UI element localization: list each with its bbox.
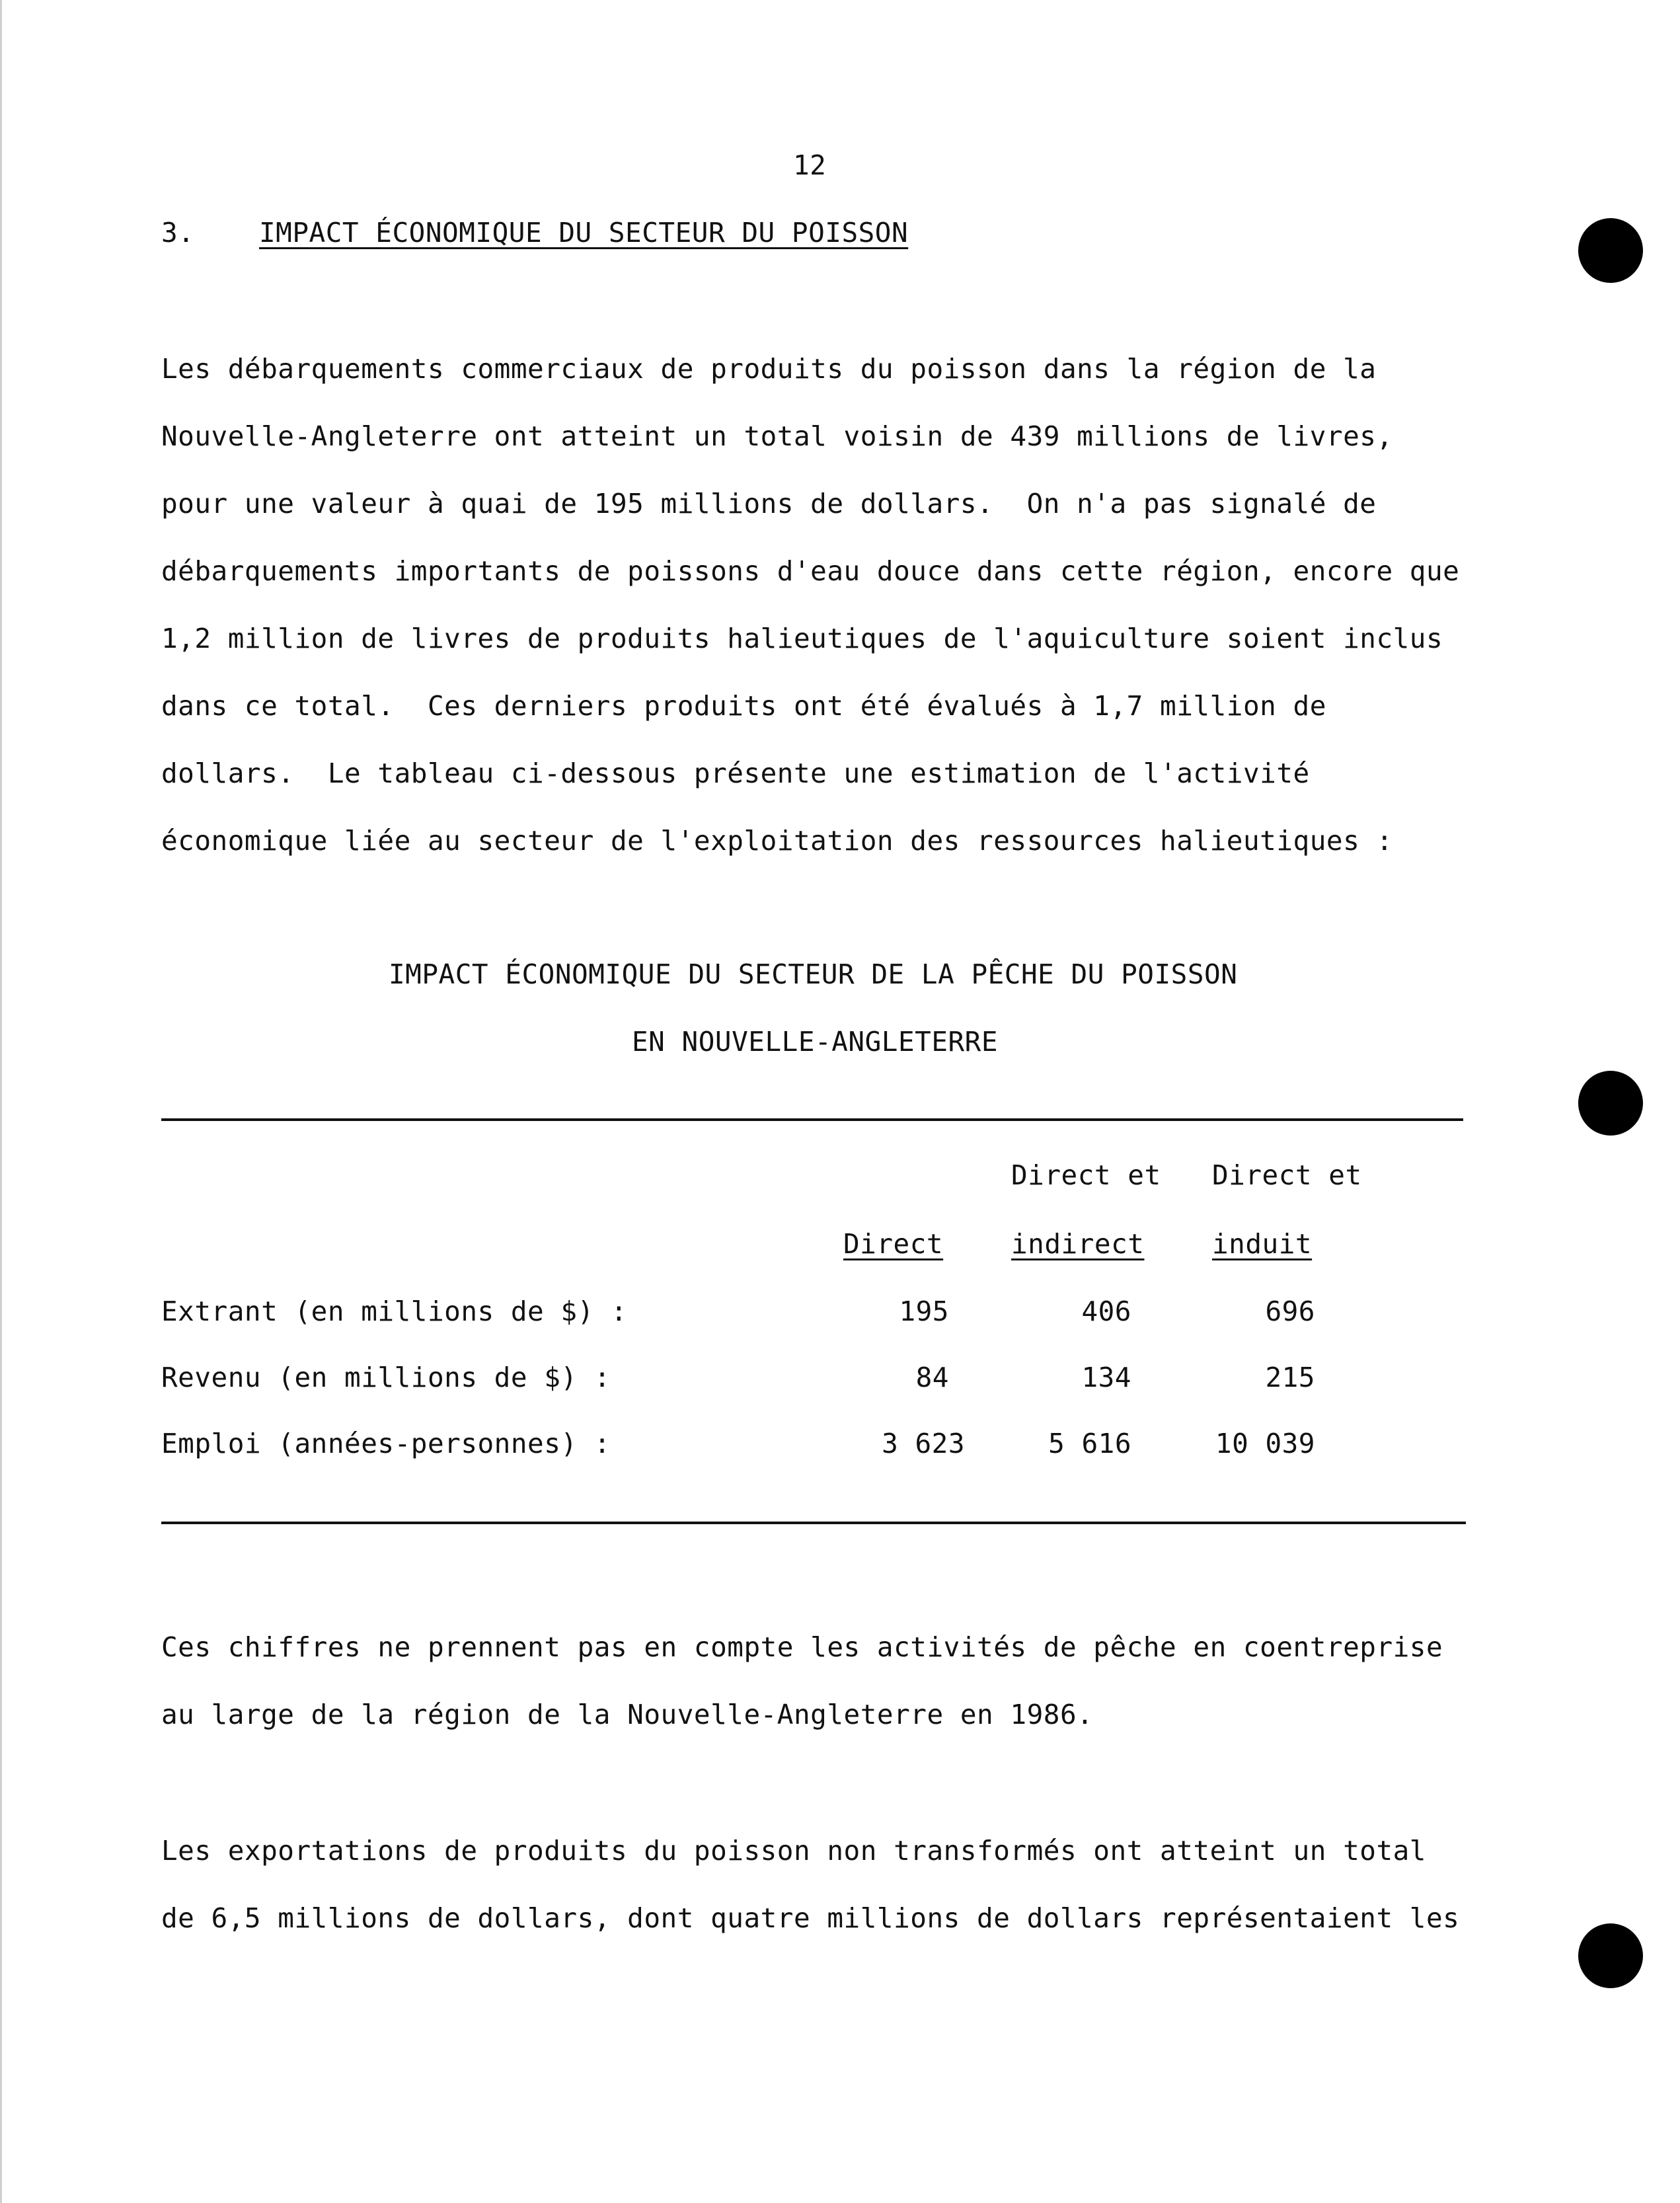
paragraph-line: économique liée au secteur de l'exploitation des ressources halieutiques : xyxy=(161,825,1393,857)
punch-hole-middle xyxy=(1578,1071,1643,1136)
header-indirect: indirect xyxy=(1011,1228,1145,1260)
row-label: Extrant (en millions de $) : xyxy=(161,1295,628,1327)
paragraph-line: dans ce total. Ces derniers produits ont été évalués à 1,7 million de xyxy=(161,690,1326,722)
paragraph-line: Les débarquements commerciaux de produits du poisson dans la région de la xyxy=(161,353,1377,385)
paragraph-line: 1,2 million de livres de produits halieutiques de l'aquiculture soient inclus xyxy=(161,623,1443,654)
cell-induit: 10 039 xyxy=(1215,1428,1315,1459)
paragraph-line: Nouvelle-Angleterre ont atteint un total voisin de 439 millions de livres, xyxy=(161,420,1393,452)
punch-hole-bottom xyxy=(1578,1923,1643,1988)
paragraph-line: dollars. Le tableau ci-dessous présente une estimation de l'activité xyxy=(161,757,1310,789)
cell-indirect: 406 xyxy=(1081,1295,1131,1327)
header-indirect-top: Direct et xyxy=(1011,1159,1161,1191)
section-title: IMPACT ÉCONOMIQUE DU SECTEUR DU POISSON xyxy=(259,217,909,249)
paragraph-line: débarquements importants de poissons d'eau douce dans cette région, encore que xyxy=(161,555,1460,587)
table-top-rule xyxy=(161,1118,1463,1121)
header-induit-top: Direct et xyxy=(1212,1159,1362,1191)
cell-indirect: 134 xyxy=(1081,1362,1131,1393)
cell-induit: 696 xyxy=(1265,1295,1315,1327)
header-induit: induit xyxy=(1212,1228,1313,1260)
punch-hole-top xyxy=(1578,218,1643,283)
row-label: Emploi (années-personnes) : xyxy=(161,1428,611,1459)
cell-direct: 84 xyxy=(915,1362,949,1393)
section-number: 3. xyxy=(161,217,195,249)
row-label: Revenu (en millions de $) : xyxy=(161,1362,611,1393)
paragraph-line: Ces chiffres ne prennent pas en compte les activités de pêche en coentreprise xyxy=(161,1631,1443,1663)
paragraph-line: Les exportations de produits du poisson non transformés ont atteint un total xyxy=(161,1835,1426,1867)
cell-direct: 3 623 xyxy=(882,1428,965,1459)
table-bottom-rule xyxy=(161,1522,1466,1524)
cell-induit: 215 xyxy=(1265,1362,1315,1393)
page-number: 12 xyxy=(793,149,827,181)
scan-edge xyxy=(0,0,2,2203)
paragraph-line: pour une valeur à quai de 195 millions de dollars. On n'a pas signalé de xyxy=(161,488,1377,520)
cell-direct: 195 xyxy=(899,1295,949,1327)
paragraph-line: au large de la région de la Nouvelle-Angleterre en 1986. xyxy=(161,1699,1094,1730)
cell-indirect: 5 616 xyxy=(1048,1428,1131,1459)
header-direct: Direct xyxy=(843,1228,944,1260)
paragraph-line: de 6,5 millions de dollars, dont quatre millions de dollars représentaient les xyxy=(161,1902,1460,1934)
table-title-line-1: IMPACT ÉCONOMIQUE DU SECTEUR DE LA PÊCHE DU POISSON xyxy=(389,958,1238,990)
table-title-line-2: EN NOUVELLE-ANGLETERRE xyxy=(632,1026,999,1058)
